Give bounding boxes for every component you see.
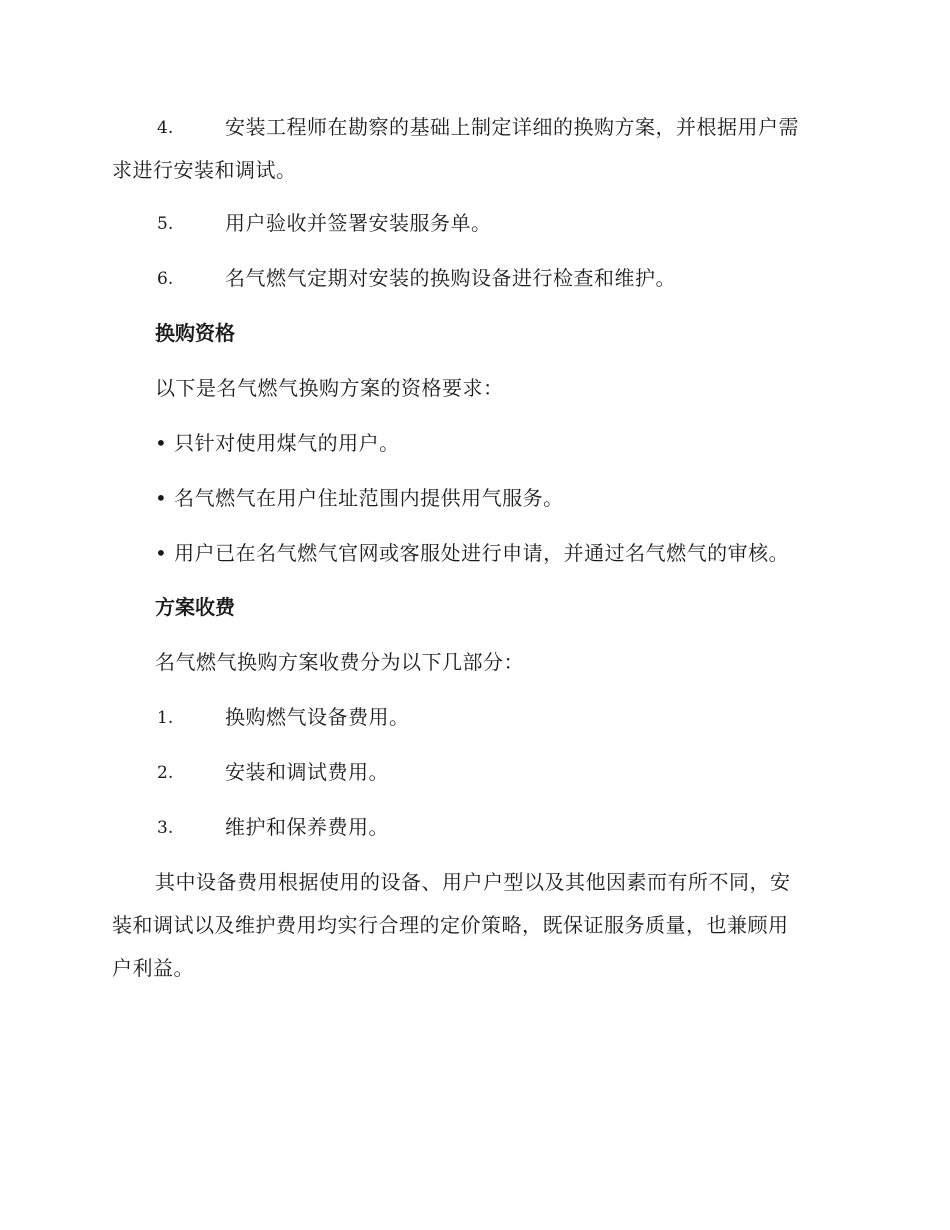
fee-number-2: 2.: [157, 763, 174, 783]
step-4-text-line-2: 求进行安装和调试。: [112, 158, 297, 182]
fees-closing-line-2: 装和调试以及维护费用均实行合理的定价策略，既保证服务质量，也兼顾用: [112, 913, 789, 937]
step-6-text: 名气燃气定期对安装的换购设备进行检查和维护。: [225, 266, 676, 290]
fee-number-3: 3.: [157, 818, 174, 838]
fee-item-1: 换购燃气设备费用。: [225, 705, 410, 729]
fees-heading: 方案收费: [155, 595, 235, 619]
fee-item-2: 安装和调试费用。: [225, 760, 389, 784]
fees-closing-line-1: 其中设备费用根据使用的设备、用户户型以及其他因素而有所不同，安: [155, 870, 791, 894]
fees-intro: 名气燃气换购方案收费分为以下几部分：: [155, 650, 524, 674]
fees-closing-line-3: 户利益。: [112, 956, 194, 980]
eligibility-heading: 换购资格: [155, 321, 235, 345]
eligibility-bullet-2: • 名气燃气在用户住址范围内提供用气服务。: [155, 486, 564, 510]
fee-item-3: 维护和保养费用。: [225, 815, 389, 839]
eligibility-intro: 以下是名气燃气换购方案的资格要求：: [155, 376, 504, 400]
eligibility-bullet-3: • 用户已在名气燃气官网或客服处进行申请，并通过名气燃气的审核。: [155, 541, 790, 565]
step-4-text-line-1: 安装工程师在勘察的基础上制定详细的换购方案，并根据用户需: [225, 115, 799, 139]
step-number-5: 5.: [157, 214, 174, 234]
step-number-6: 6.: [157, 269, 174, 289]
step-5-text: 用户验收并签署安装服务单。: [225, 211, 492, 235]
step-number-4: 4.: [157, 118, 174, 138]
eligibility-bullet-1: • 只针对使用煤气的用户。: [155, 431, 400, 455]
fee-number-1: 1.: [157, 708, 174, 728]
